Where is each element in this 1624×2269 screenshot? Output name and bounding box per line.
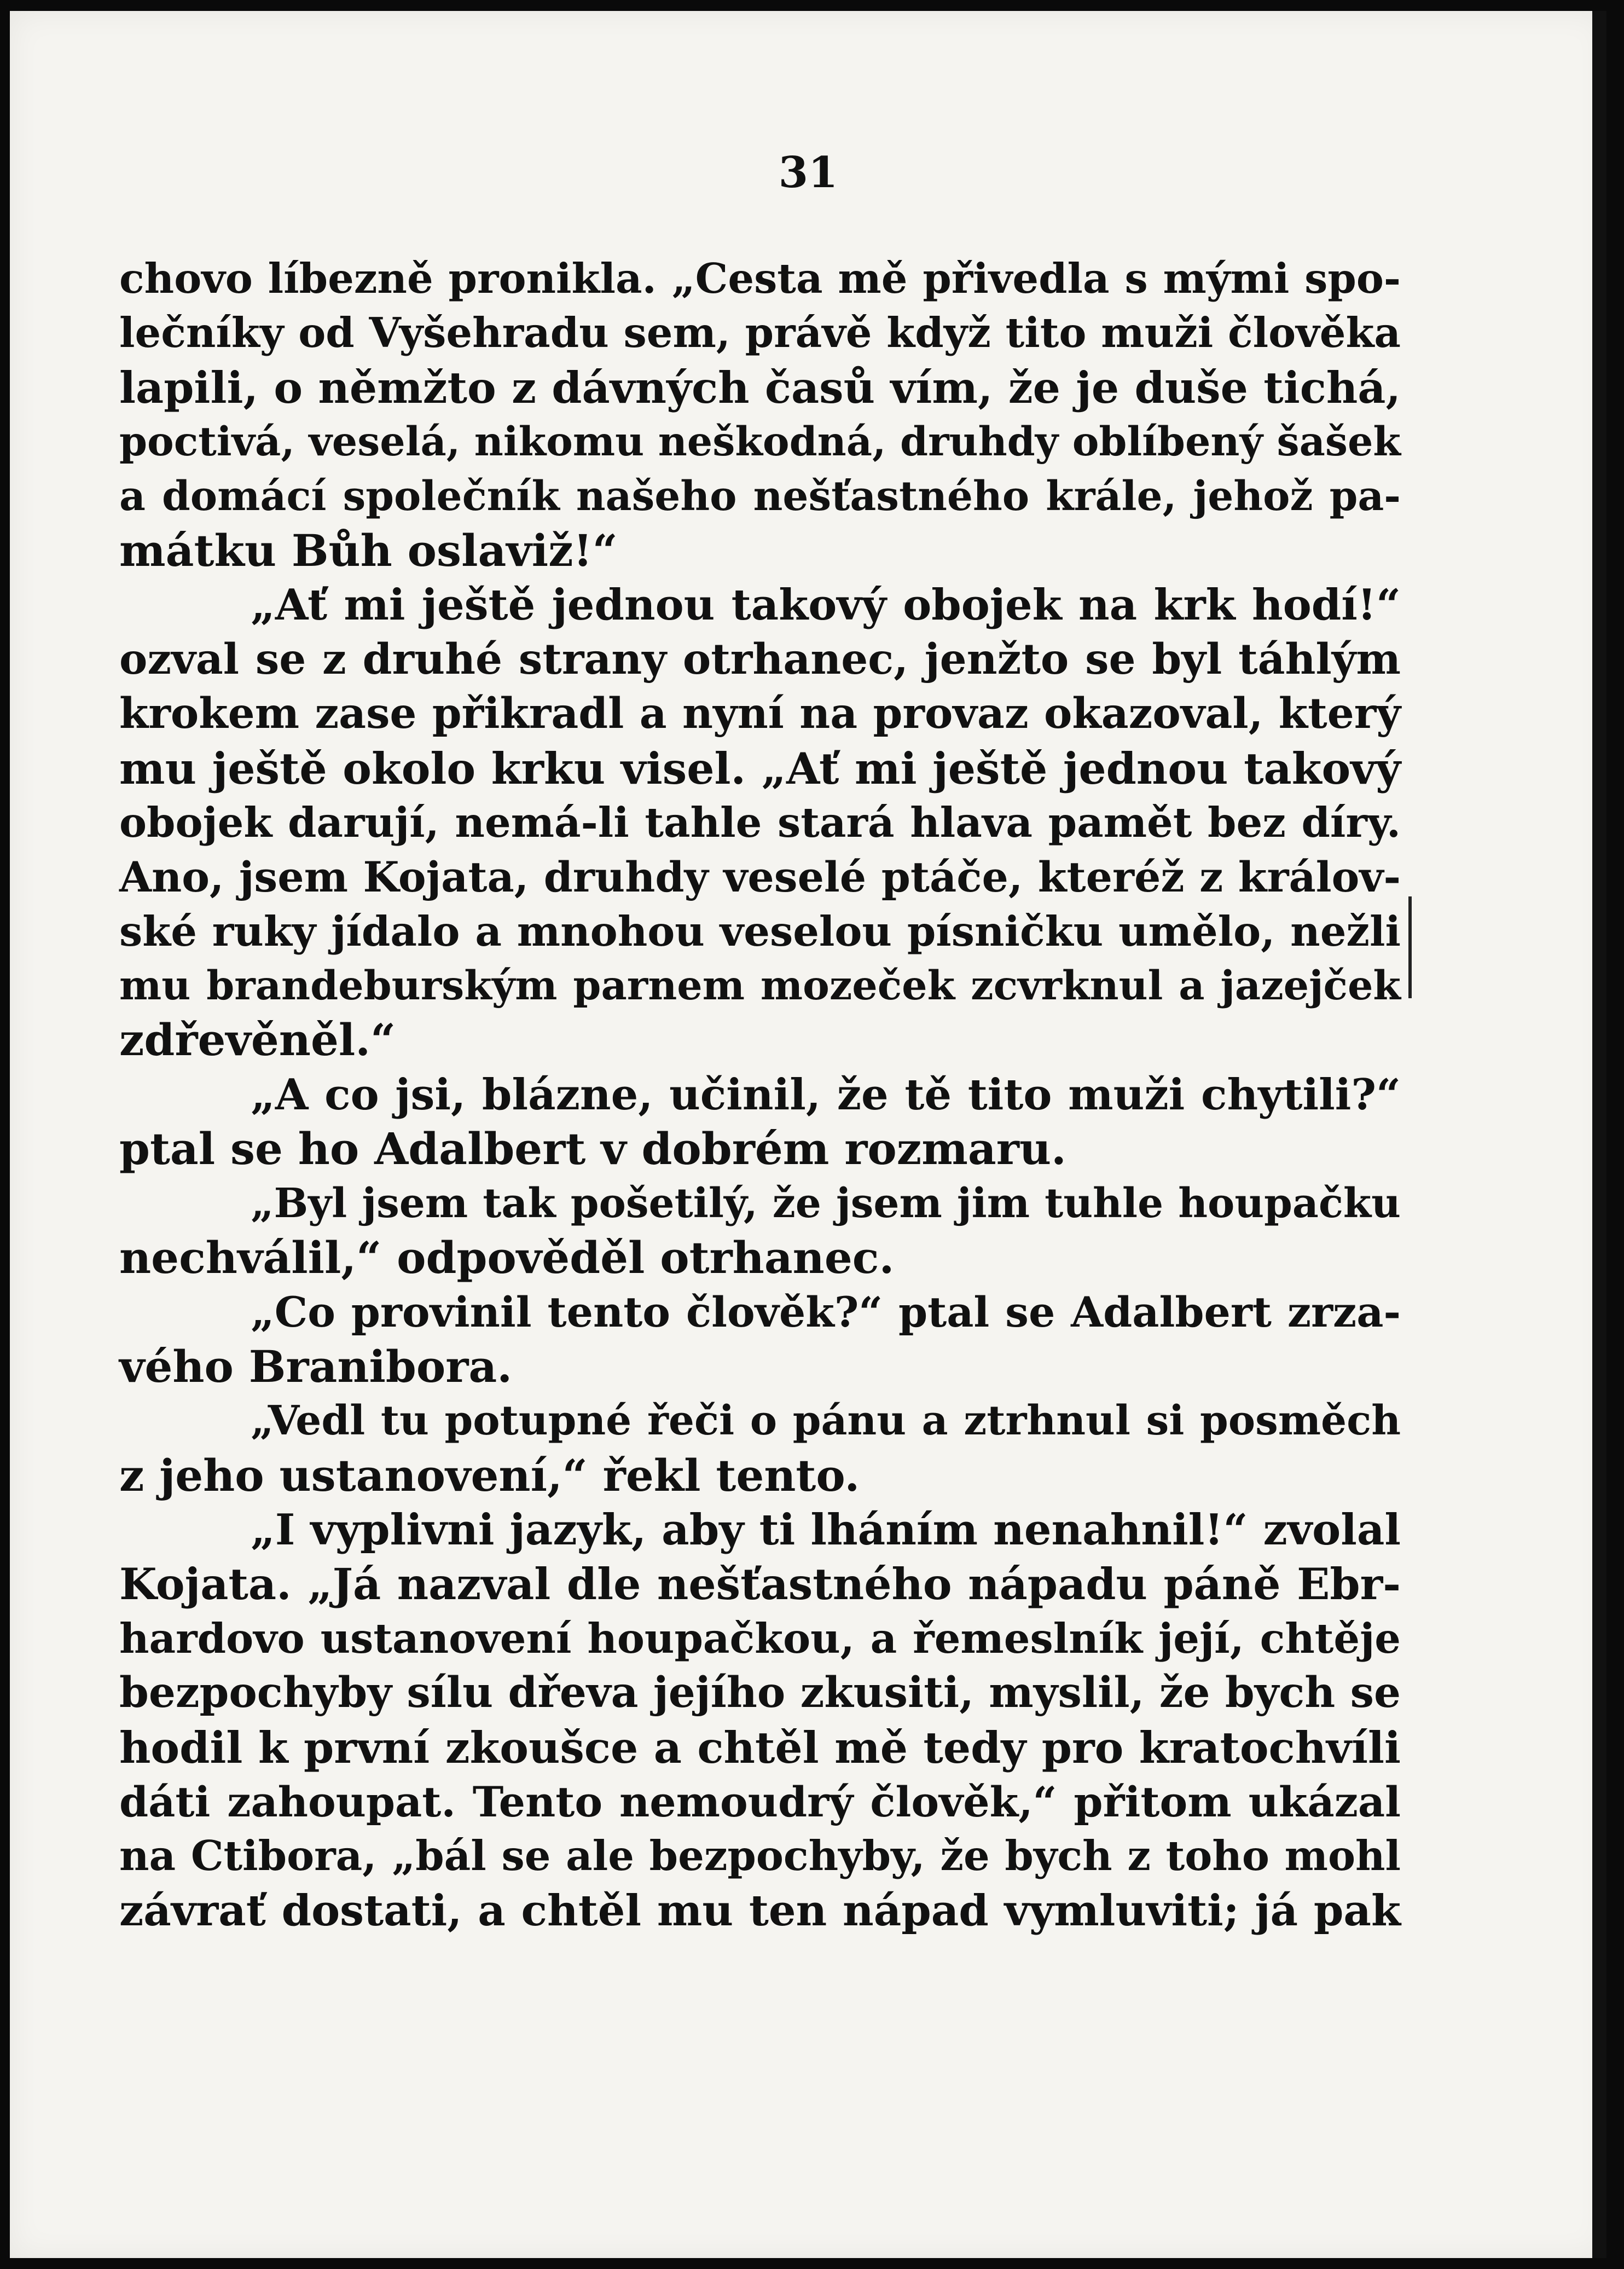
text-line: hodil k první zkoušce a chtěl mě tedy pro kratochvíli — [119, 1722, 1401, 1773]
text-line: zdřevěněl.“ — [119, 1014, 396, 1066]
text-line: „Byl jsem tak pošetilý, že jsem jim tuhle houpačku — [251, 1179, 1401, 1227]
text-line: hardovo ustanovení houpačkou, a řemeslník její, chtěje — [119, 1614, 1401, 1663]
text-line: z jeho ustanovení,“ řekl tento. — [119, 1449, 860, 1501]
text-line: a domácí společník našeho nešťastného krále, jehož pa- — [119, 472, 1401, 520]
text-line: lapili, o němžto z dávných časů vím, že je duše tichá, — [119, 362, 1401, 413]
margin-mark — [1408, 896, 1412, 998]
text-line: ptal se ho Adalbert v dobrém rozmaru. — [119, 1123, 1066, 1175]
text-line: závrať dostati, a chtěl mu ten nápad vymluviti; já pak — [119, 1885, 1401, 1936]
text-line: lečníky od Vyšehradu sem, právě když tito muži člověka — [119, 309, 1401, 357]
text-line: ské ruky jídalo a mnohou veselou písničku umělo, nežli — [119, 907, 1401, 956]
text-line: „Vedl tu potupné řeči o pánu a ztrhnul si posměch — [251, 1397, 1401, 1445]
text-line: „Co provinil tento člověk?“ ptal se Adalbert zrza- — [251, 1288, 1401, 1337]
text-line: vého Branibora. — [119, 1340, 513, 1392]
text-line: Kojata. „Já nazval dle nešťastného nápadu páně Ebr- — [119, 1559, 1401, 1610]
text-line: poctivá, veselá, nikomu neškodná, druhdy oblíbený šašek — [119, 418, 1401, 466]
page-number: 31 — [778, 148, 838, 198]
text-line: na Ctibora, „bál se ale bezpochyby, že bych z toho mohl — [119, 1832, 1401, 1880]
text-line: mátku Bůh oslaviž!“ — [119, 524, 618, 576]
text-line: mu brandeburským parnem mozeček zcvrknul a jazejček — [119, 962, 1401, 1010]
text-line: chovo líbezně pronikla. „Cesta mě přivedla s mými spo- — [119, 254, 1401, 303]
text-line: obojek darují, nemá-li tahle stará hlava pamět bez díry. — [119, 798, 1401, 847]
text-line: ozval se z druhé strany otrhanec, jenžto se byl táhlým — [119, 634, 1401, 684]
text-line: mu ještě okolo krku visel. „Ať mi ještě jednou takový — [119, 743, 1401, 794]
text-line: krokem zase přikradl a nyní na provaz okazoval, který — [119, 689, 1401, 739]
page-edge-shadow — [1592, 11, 1606, 2258]
text-line: dáti zahoupat. Tento nemoudrý člověk,“ přitom ukázal — [119, 1777, 1401, 1826]
text-line: „I vyplivni jazyk, aby ti lháním nenahnil!“ zvolal — [251, 1504, 1401, 1555]
text-line: „A co jsi, blázne, učinil, že tě tito muži chytili?“ — [251, 1069, 1401, 1120]
text-line: Ano, jsem Kojata, druhdy veselé ptáče, kteréž z králov- — [119, 853, 1401, 902]
text-line: „Ať mi ještě jednou takový obojek na krk hodí!“ — [251, 580, 1401, 630]
text-line: nechválil,“ odpověděl otrhanec. — [119, 1232, 895, 1284]
body-text — [119, 252, 1401, 1938]
text-line: bezpochyby sílu dřeva jejího zkusiti, myslil, že bych se — [119, 1668, 1401, 1718]
book-page — [10, 11, 1606, 2258]
